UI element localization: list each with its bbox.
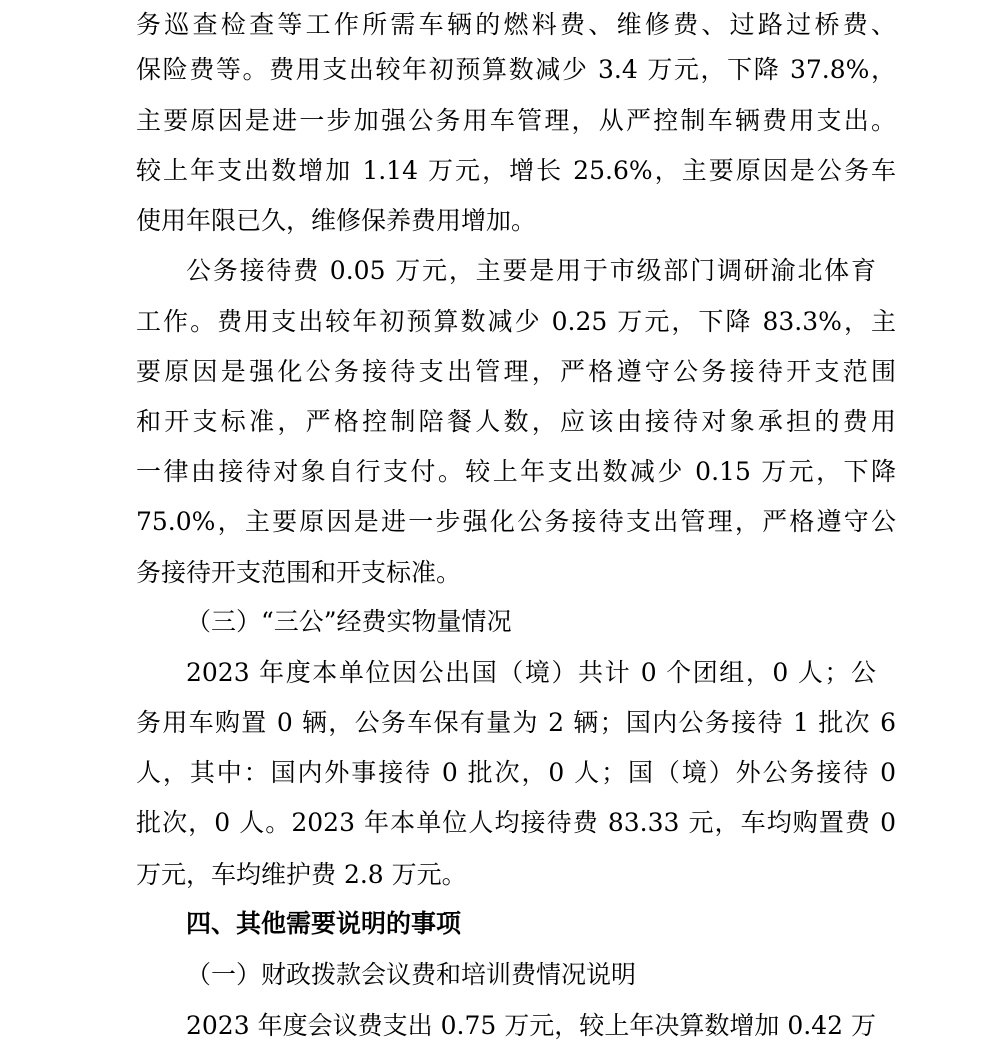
paragraph-line: 使用年限已久，维修保养费用增加。 <box>136 206 537 235</box>
chapter-heading: 四、其他需要说明的事项 <box>186 909 462 938</box>
paragraph-line: 万元，车均维护费 2.8 万元。 <box>136 860 467 889</box>
paragraph-line: 工作。费用支出较年初预算数减少 0.25 万元，下降 83.3%，主 <box>136 307 896 336</box>
paragraph-line: 要原因是强化公务接待支出管理，严格遵守公务接待开支范围 <box>136 357 896 386</box>
paragraph-line: 保险费等。费用支出较年初预算数减少 3.4 万元，下降 37.8%， <box>136 55 896 84</box>
paragraph-line: 主要原因是进一步加强公务用车管理，从严控制车辆费用支出。 <box>136 106 896 135</box>
paragraph-line: 务巡查检查等工作所需车辆的燃料费、维修费、过路过桥费、 <box>136 10 896 39</box>
section-heading: （三）“三公”经费实物量情况 <box>186 607 512 636</box>
paragraph-line: 批次，0 人。2023 年本单位人均接待费 83.33 元，车均购置费 0 <box>136 808 896 837</box>
paragraph-line: 务接待开支范围和开支标准。 <box>136 558 462 587</box>
paragraph-line: 务用车购置 0 辆，公务车保有量为 2 辆；国内公务接待 1 批次 6 <box>136 708 896 737</box>
paragraph-line: 75.0%，主要原因是进一步强化公务接待支出管理，严格遵守公 <box>136 507 896 536</box>
paragraph-line: 2023 年度会议费支出 0.75 万元，较上年决算数增加 0.42 万 <box>186 1011 876 1040</box>
paragraph-line: 2023 年度本单位因公出国（境）共计 0 个团组，0 人；公 <box>186 658 876 687</box>
paragraph-line: 公务接待费 0.05 万元，主要是用于市级部门调研渝北体育 <box>186 256 876 285</box>
paragraph-line: 较上年支出数增加 1.14 万元，增长 25.6%，主要原因是公务车 <box>136 156 896 185</box>
paragraph-line: 和开支标准，严格控制陪餐人数，应该由接待对象承担的费用 <box>136 407 896 436</box>
section-heading: （一）财政拨款会议费和培训费情况说明 <box>186 960 637 989</box>
paragraph-line: 人，其中：国内外事接待 0 批次，0 人；国（境）外公务接待 0 <box>136 758 896 787</box>
paragraph-line: 一律由接待对象自行支付。较上年支出数减少 0.15 万元，下降 <box>136 457 896 486</box>
